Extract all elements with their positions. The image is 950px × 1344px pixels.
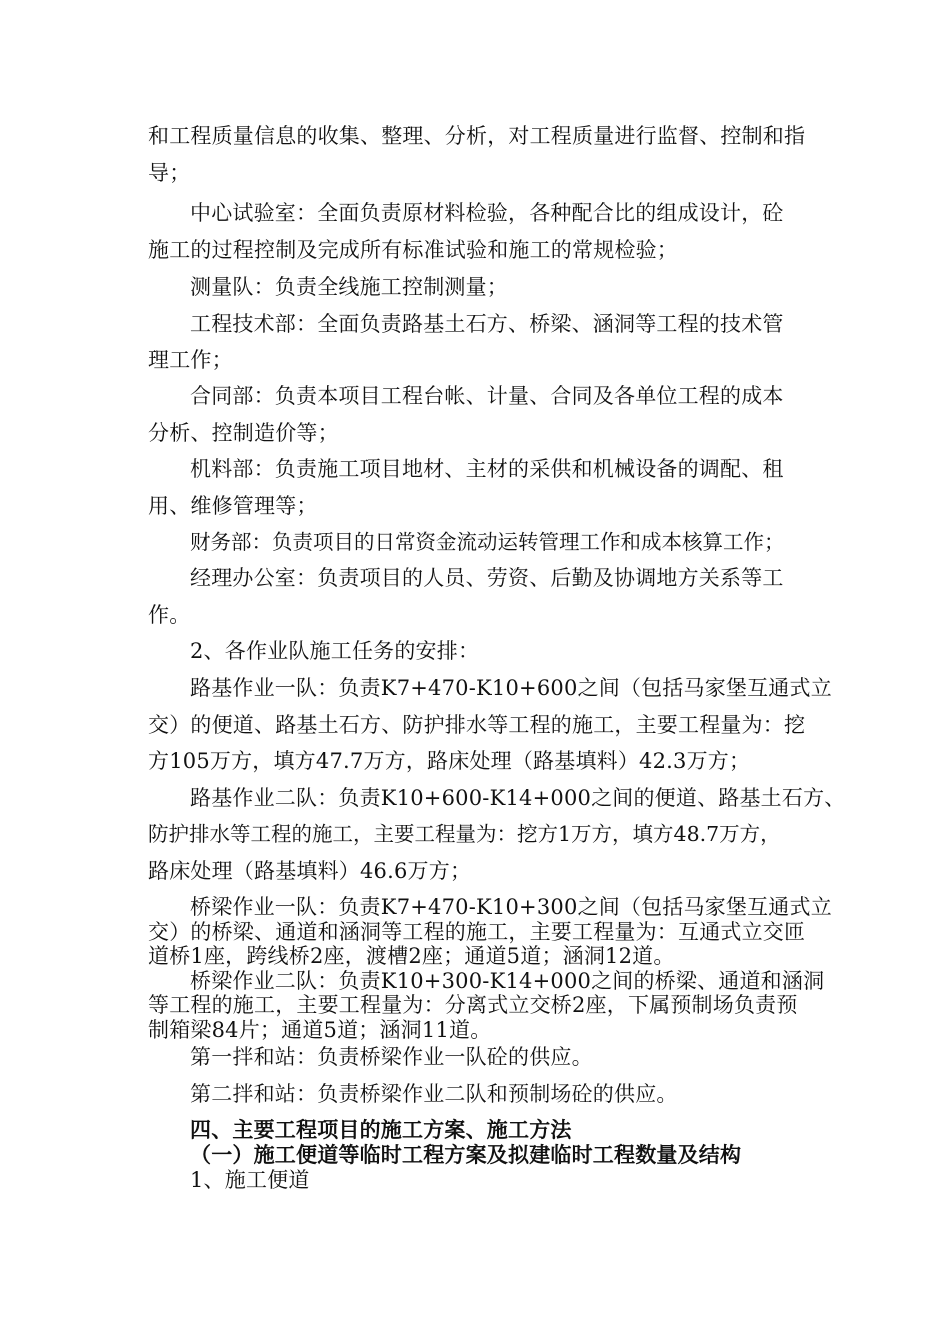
paragraph-line: 交）的便道、路基土石方、防护排水等工程的施工，主要工程量为：挖: [148, 713, 806, 737]
paragraph-line: 交）的桥梁、通道和涵洞等工程的施工，主要工程量为：互通式立交匝: [148, 920, 806, 944]
paragraph-line: 和工程质量信息的收集、整理、分析，对工程质量进行监督、控制和指: [148, 124, 806, 148]
paragraph-line: 合同部：负责本项目工程台帐、计量、合同及各单位工程的成本: [190, 384, 784, 408]
paragraph-line: 工程技术部：全面负责路基土石方、桥梁、涵洞等工程的技术管: [190, 312, 784, 336]
paragraph-line: 测量队：负责全线施工控制测量；: [190, 275, 508, 299]
paragraph-line: 桥梁作业二队：负责K10+300-K14+000之间的桥梁、通道和涵洞: [190, 969, 825, 993]
paragraph-line: 第一拌和站：负责桥梁作业一队砼的供应。: [190, 1045, 593, 1069]
section-subheading: 2、各作业队施工任务的安排：: [190, 639, 480, 663]
paragraph-line: 财务部：负责项目的日常资金流动运转管理工作和成本核算工作；: [190, 530, 785, 554]
subsection-item-heading: 1、施工便道: [190, 1168, 310, 1192]
paragraph-line: 中心试验室：全面负责原材料检验，各种配合比的组成设计，砼: [190, 201, 784, 225]
paragraph-line: 机料部：负责施工项目地材、主材的采供和机械设备的调配、租: [190, 457, 784, 481]
paragraph-line: 理工作；: [148, 348, 233, 372]
paragraph-line: 路床处理（路基填料）46.6万方；: [148, 859, 472, 883]
paragraph-line: 导；: [148, 161, 191, 185]
paragraph-line: 第二拌和站：负责桥梁作业二队和预制场砼的供应。: [190, 1082, 678, 1106]
paragraph-line: 作。: [148, 603, 191, 627]
section-heading: 四、主要工程项目的施工方案、施工方法: [190, 1117, 572, 1142]
paragraph-line: 等工程的施工，主要工程量为：分离式立交桥2座，下属预制场负责预: [148, 993, 798, 1017]
paragraph-line: 施工的过程控制及完成所有标准试验和施工的常规检验；: [148, 238, 678, 262]
paragraph-line: 制箱梁84片；通道5道；涵洞11道。: [148, 1018, 492, 1042]
paragraph-line: 路基作业一队：负责K7+470-K10+600之间（包括马家堡互通式立: [190, 676, 832, 700]
paragraph-line: 道桥1座，跨线桥2座，渡槽2座；通道5道；涵洞12道。: [148, 944, 675, 968]
subsection-heading: （一）施工便道等临时工程方案及拟建临时工程数量及结构: [190, 1142, 742, 1167]
paragraph-line: 用、维修管理等；: [148, 494, 318, 518]
paragraph-line: 路基作业二队：负责K10+600-K14+000之间的便道、路基土石方、: [190, 786, 846, 810]
paragraph-line: 桥梁作业一队：负责K7+470-K10+300之间（包括马家堡互通式立: [190, 895, 832, 919]
paragraph-line: 经理办公室：负责项目的人员、劳资、后勤及协调地方关系等工: [190, 566, 784, 590]
paragraph-line: 防护排水等工程的施工，主要工程量为：挖方1万方，填方48.7万方，: [148, 822, 781, 846]
paragraph-line: 方105万方，填方47.7万方，路床处理（路基填料）42.3万方；: [148, 749, 751, 773]
paragraph-line: 分析、控制造价等；: [148, 421, 339, 445]
